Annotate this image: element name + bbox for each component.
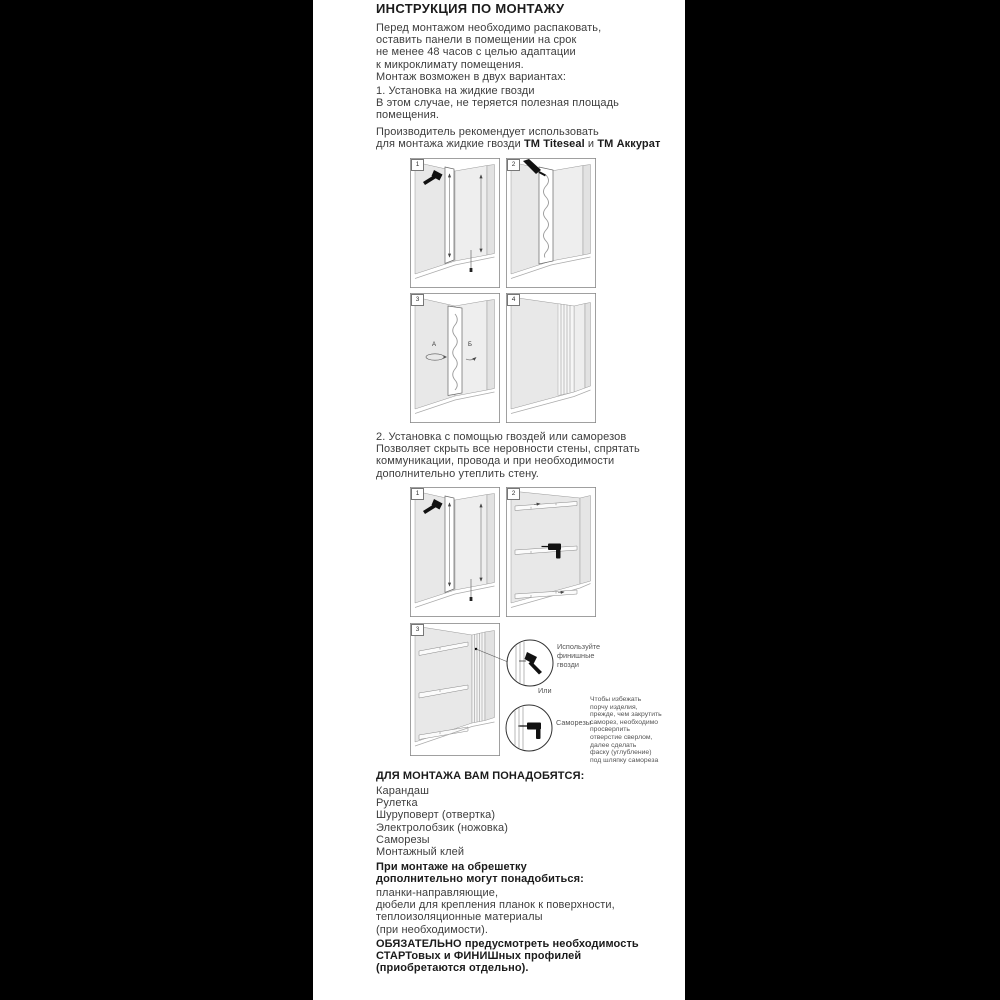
tools-heading: ДЛЯ МОНТАЖА ВАМ ПОНАДОБЯТСЯ: (376, 770, 585, 782)
text-line: Производитель рекомендует использовать (376, 126, 599, 138)
glue-bead-diagram (506, 158, 596, 288)
room-corner-panel-diagram (410, 487, 500, 617)
text-line: 1. Установка на жидкие гвозди (376, 85, 535, 97)
text-line: под шляпку самореза (590, 756, 659, 764)
text-line: фаску (углубление) (590, 749, 652, 757)
figure-glue-step3 (410, 293, 500, 423)
text-line: гвозди (557, 660, 579, 669)
list-item: Карандаш (376, 785, 429, 797)
text-line: прежде, чем закрутить (590, 711, 662, 719)
text-line: помещения. (376, 109, 440, 122)
text-line: 2. Установка с помощью гвоздей или саморезов (376, 431, 627, 443)
figure-number-badge: 2 (507, 159, 520, 171)
list-item: Саморезы (376, 833, 430, 846)
text-line: (приобретаются отдельно). (376, 962, 529, 975)
text-line: просверлить (590, 726, 630, 734)
figure-number-badge: 1 (411, 159, 424, 171)
list-item: Рулетка (376, 797, 418, 810)
list-item: дюбели для крепления планок к поверхности, (376, 899, 615, 912)
text-line (376, 138, 660, 150)
figure-number-badge: 3 (411, 294, 424, 306)
text-line: При монтаже на обрешетку (376, 861, 527, 873)
page-title: ИНСТРУКЦИЯ ПО МОНТАЖУ (376, 1, 565, 16)
fig3-letter-b: Б (468, 342, 472, 348)
text-line: дополнительно могут понадобиться: (376, 873, 584, 886)
text-line: саморез, необходимо (590, 718, 659, 726)
text-line: Позволяет скрыть все неровности стены, спрятать (376, 443, 640, 456)
text-line: СТАРТовых и ФИНИШных профилей (376, 950, 582, 963)
figure-glue-step4 (506, 293, 596, 423)
extra-heading (376, 861, 584, 885)
list-item: теплоизоляционные материалы (376, 911, 543, 924)
text-line: оставить панели в помещении на срок (376, 34, 577, 47)
battens-drill-diagram (506, 487, 596, 617)
fig3-letter-a: А (432, 342, 437, 348)
recommend-mid: и (584, 138, 598, 151)
option1-paragraph (376, 85, 619, 122)
figure-number-badge: 4 (507, 294, 520, 306)
brand-akkurat: ТМ Аккурат (597, 138, 661, 151)
figure-number-badge: 2 (507, 488, 520, 500)
list-item: Монтажный клей (376, 846, 465, 859)
list-item: Шуруповерт (отвертка) (376, 809, 496, 822)
brand-titeseal: ТМ Titeseal (523, 138, 585, 151)
text-line: Используйте (557, 642, 601, 651)
text-line: Чтобы избежать (590, 696, 642, 703)
list-item: планки-направляющие, (376, 887, 499, 899)
figure-screws-step2 (506, 487, 596, 617)
text-line: порчу изделия, (590, 703, 638, 711)
figure-glue-step1 (410, 158, 500, 288)
instruction-page (313, 0, 685, 1000)
finished-wall-diagram (506, 293, 596, 423)
panel-press-diagram (410, 293, 500, 423)
extra-list (376, 887, 615, 936)
recommend-paragraph (376, 126, 660, 150)
figure-number-badge: 1 (411, 488, 424, 500)
list-item: Электролобзик (ножовка) (376, 821, 509, 834)
figure-glue-step2 (506, 158, 596, 288)
option2-paragraph (376, 431, 640, 480)
text-line: финишные (557, 651, 595, 660)
text-line: В этом случае, не теряется полезная площадь (376, 97, 619, 110)
screws-callout-label: Саморезы (556, 718, 592, 727)
text-line: дополнительно утеплить стену. (376, 467, 539, 480)
screw-pilot-note (590, 696, 662, 764)
recommend-prefix: для монтажа жидкие гвозди (376, 138, 524, 151)
nails-callout-label (557, 642, 600, 669)
intro-paragraph (376, 22, 601, 83)
text-line: далее сделать (590, 741, 637, 749)
text-line: отверстие сверлом, (590, 733, 653, 741)
tools-list (376, 785, 508, 858)
figure-number-badge: 3 (411, 624, 424, 636)
text-line: не менее 48 часов с целью адаптации (376, 46, 576, 59)
figure-screws-step1 (410, 487, 500, 617)
text-line: коммуникации, провода и при необходимости (376, 455, 615, 468)
mandatory-note (376, 938, 639, 975)
text-line: ОБЯЗАТЕЛЬНО предусмотреть необходимость (376, 938, 639, 950)
room-corner-panel-diagram (410, 158, 500, 288)
list-item: (при необходимости). (376, 923, 489, 936)
text-line: к микроклимату помещения. (376, 58, 524, 71)
text-line: Монтаж возможен в двух вариантах: (376, 70, 567, 83)
or-label: Или (538, 686, 552, 695)
text-line: Перед монтажом необходимо распаковать, (376, 22, 602, 34)
